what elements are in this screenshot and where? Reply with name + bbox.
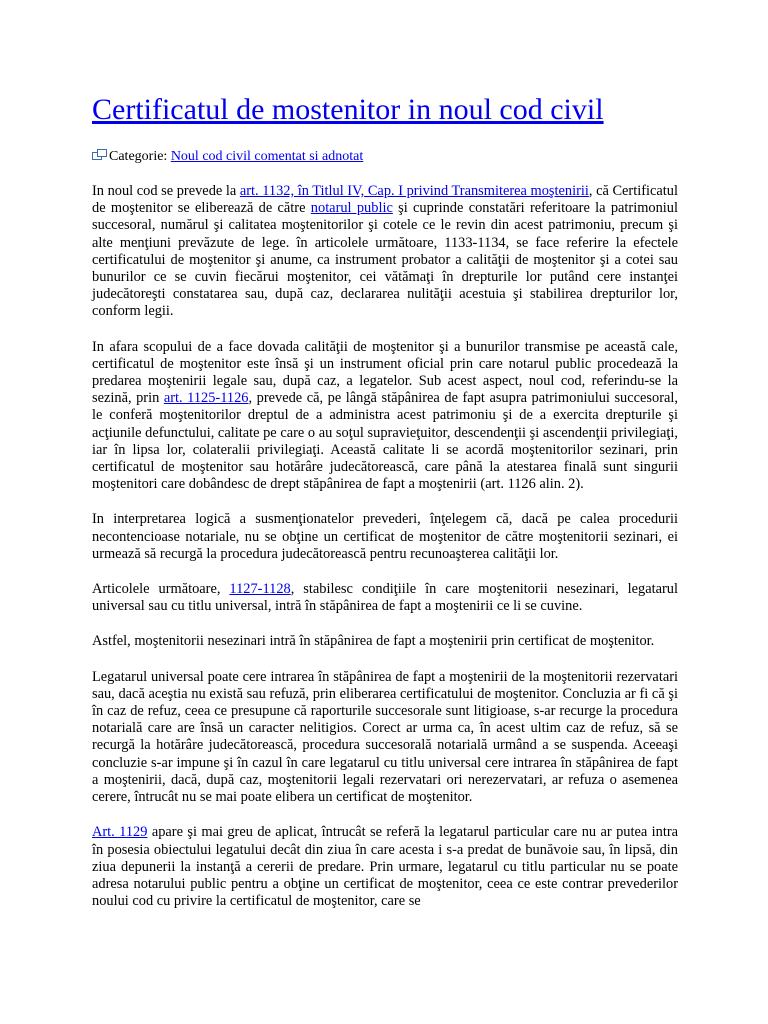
- link-art-1125-1126[interactable]: art. 1125-1126: [163, 390, 249, 407]
- paragraph-3: [92, 511, 678, 563]
- folder-icon: [92, 149, 108, 161]
- page-title: [92, 92, 604, 128]
- paragraph-5: [92, 633, 678, 650]
- paragraph-4: [92, 581, 678, 615]
- paragraph-text: Astfel, moştenitorii nesezinari intră în stăpânirea de fapt a moştenirii prin certificat de moştenitor.: [92, 633, 655, 650]
- link-art-1127-1128[interactable]: 1127-1128: [229, 581, 291, 598]
- paragraph-1: [92, 183, 678, 321]
- category-label: Categorie:: [109, 149, 171, 164]
- paragraph-text: , că Certificatul de moştenitor se eliberează de către: [92, 183, 678, 217]
- paragraph-7: [92, 824, 678, 910]
- link-art-1132[interactable]: art. 1132, în Titlul IV, Cap. I privind Transmiterea moştenirii: [239, 183, 589, 199]
- link-notarul-public[interactable]: notarul public: [310, 200, 393, 217]
- paragraph-text: Legatarul universal poate cere intrarea în stăpânirea de fapt a moştenirii de la moştenitorii rezervatari sau, dacă aceştia nu există sau refuză, prin eliberarea certificatului de moştenitor. Concluzia ar fi că şi în caz de refuz, ceea ce presupune că raporturile succesorale sunt litigioase, s-ar recurge la procedura notarială care are însă un caracter nelitigios. Corect ar urma ca, în acest ultim caz de refuz, să se recurgă la hotărâre judecătorească, procedura succesorală notarială urmând a se suspenda. Aceeaşi concluzie s-ar impune şi în cazul în care legatarul cu titlu universal cere intrarea în stăpânirea de fapt a moştenirii, dacă, după caz, moştenitorii legali rezervatari ori nerezervatari, ar refuza o asemenea cerere, întrucât nu se mai poate elibera un certificat de moştenitor.: [92, 668, 678, 806]
- paragraph-2: [92, 339, 678, 494]
- title-link[interactable]: Certificatul de mostenitor in noul cod civil: [92, 93, 604, 126]
- paragraph-text: apare şi mai greu de aplicat, întrucât se referă la legatarul particular care nu ar putea intra în posesia obiectului legatului decât din ziua în care acesta i s-a predat de bunăvoie sau, în lipsă, din ziua depunerii la instanţă a cererii de predare. Prin urmare, legatarul cu titlu particular nu se poate adresa notarului public pentru a obţine un certificat de moştenitor, ceea ce este contrar prevederilor noului cod cu privire la certificatul de moştenitor, care se: [92, 824, 678, 910]
- article-body: [92, 183, 678, 928]
- paragraph-text: şi cuprinde constatări referitoare la patrimoniul succesoral, numărul şi calitatea moştenitorilor şi cotele ce le revin din acest patrimoniu, precum şi alte menţiuni prevăzute de lege. în articolele următoare, 1133-1134, se face referire la efectele certificatului de moştenitor şi anume, ca instrument probator a calităţii de moştenitor şi a cotei sau bunurilor ce se cuvin fiecărui moştenitor, cei vătămaţi în drepturile lor putând cere instanţei judecătoreşti constatarea sau, după caz, declararea nulităţii acestuia şi stabilirea drepturilor lor, conform legii.: [92, 200, 678, 320]
- paragraph-text: , stabilesc condiţiile în care moştenitorii nesezinari, legatarul universal sau cu titlu universal, intră în stăpânirea de fapt a moştenirii ce li se cuvine.: [92, 581, 679, 615]
- paragraph-text: In interpretarea logică a susmenţionatelor prevederi, înţelegem că, dacă pe calea procedurii necontencioase notariale, nu se obţine un certificat de moştenitor de către moştenitorii sezinari, ei urmează să recurgă la procedura judecătorească pentru recunoaşterea calităţii lor.: [92, 511, 678, 562]
- paragraph-text: , prevede că, pe lângă stăpânirea de fapt asupra patrimoniului succesoral, le conferă moştenitorilor dreptul de a administra acest patrimoniu şi de a exercita drepturile şi acţiunile defunctului, calitate pe care o au soţul supravieţuitor, descendenţii şi ascendenţii privilegiaţi, iar în lipsa lor, colateralii privilegiaţi. Această calitate li se acordă moştenitorilor sezinari, prin certificatul de moştenitor sau hotărâre judecătorească, care până la atestarea finală sunt singurii moştenitori care dobândesc de drept stăpânirea de fapt a moştenirii (art. 1126 alin. 2).: [92, 390, 678, 493]
- paragraph-text: In noul cod se prevede la: [92, 183, 240, 199]
- paragraph-text: In afara scopului de a face dovada calităţii de moştenitor şi a bunurilor transmise pe această cale, certificatul de moştenitor este însă şi un instrument oficial prin care notarul public procedează la predarea moştenirii legale sau, după caz, a legatelor. Sub acest aspect, noul cod, referindu-se la sezină, prin: [92, 338, 678, 407]
- paragraph-6: [92, 669, 678, 807]
- paragraph-text: Articolele următoare,: [92, 581, 230, 598]
- category-link[interactable]: Noul cod civil comentat si adnotat: [170, 149, 364, 164]
- category-line: [92, 148, 363, 166]
- link-art-1129[interactable]: Art. 1129: [92, 824, 148, 841]
